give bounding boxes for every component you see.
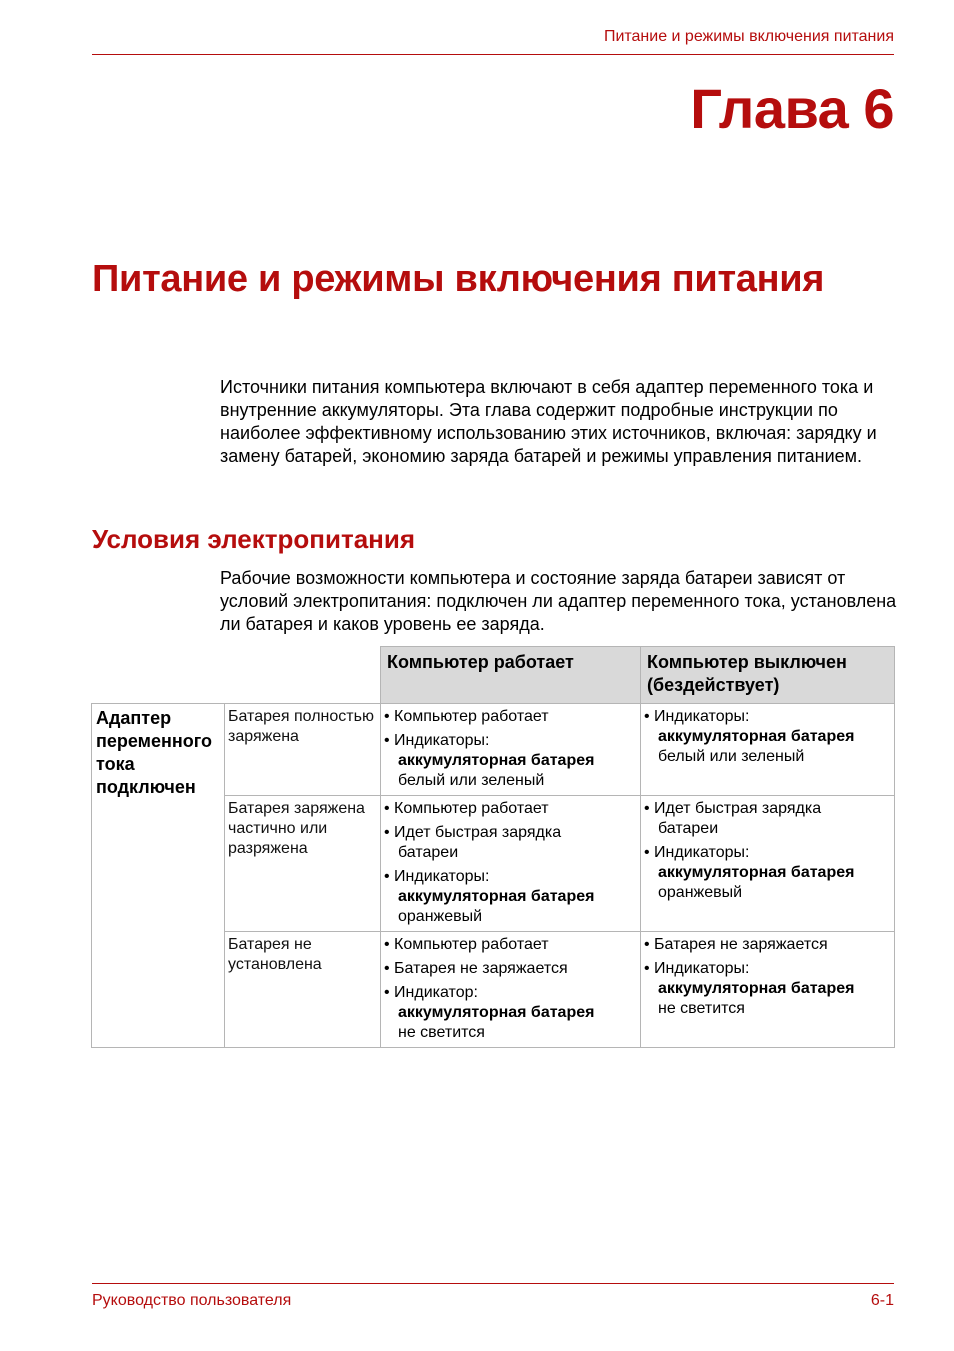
indicator-name: аккумуляторная батарея <box>398 888 595 905</box>
computer-on-cell <box>381 796 641 932</box>
item-text: Идет быстрая зарядка <box>394 824 562 841</box>
intro-paragraph: Источники питания компьютера включают в себя адаптер переменного тока и внутренние аккумуляторы. Эта глава содержит подробные инструкции по наиболее эффективному использованию этих источников, включая: зарядку и замену батарей, экономию заряда батарей и режимы управления питанием. <box>220 377 877 466</box>
indicator-state: не светится <box>398 1024 485 1041</box>
item-text: Индикаторы: <box>654 844 750 861</box>
conditions-paragraph: Рабочие возможности компьютера и состояние заряда батареи зависят от условий электропитания: подключен ли адаптер переменного тока, установлена ли батарея и каков уровень ее заряда. <box>220 568 897 634</box>
indicator-name: аккумуляторная батарея <box>398 752 595 769</box>
computer-on-cell <box>381 704 641 796</box>
chapter-title: Глава 6 <box>690 77 894 140</box>
column-header-off: Компьютер выключен (бездействует) <box>641 647 895 704</box>
item-text: Компьютер работает <box>394 708 549 725</box>
power-conditions-table <box>91 646 895 1048</box>
table-corner <box>92 647 381 704</box>
list-item: • Компьютер работает <box>384 708 549 725</box>
battery-state-cell: Батарея не установлена <box>225 932 381 1048</box>
list-item: • Индикаторы: аккумуляторная батарея белый или зеленый <box>644 707 891 767</box>
list-item: • Индикаторы: аккумуляторная батарея не светится <box>644 959 891 1019</box>
column-header-on: Компьютер работает <box>381 647 641 704</box>
item-text: Индикатор: <box>394 984 478 1001</box>
battery-state-cell: Батарея заряжена частично или разряжена <box>225 796 381 932</box>
list-item: • Компьютер работает <box>384 800 549 817</box>
item-text: Индикаторы: <box>394 868 490 885</box>
item-text: Индикаторы: <box>394 732 490 749</box>
list-item: • Индикатор: аккумуляторная батарея не светится <box>384 983 637 1043</box>
list-item: • Индикаторы: аккумуляторная батарея белый или зеленый <box>384 731 637 791</box>
item-text: Батарея не заряжается <box>654 936 828 953</box>
indicator-state: не светится <box>658 1000 745 1017</box>
item-text: Батарея не заряжается <box>394 960 568 977</box>
item-continuation: батареи <box>398 844 459 861</box>
header-divider <box>92 54 894 55</box>
indicator-name: аккумуляторная батарея <box>658 864 855 881</box>
computer-off-cell <box>641 932 895 1048</box>
item-text: Идет быстрая зарядка <box>654 800 822 817</box>
item-text: Компьютер работает <box>394 936 549 953</box>
computer-on-cell <box>381 932 641 1048</box>
indicator-state: оранжевый <box>658 884 743 901</box>
subsection-title: Условия электропитания <box>92 524 416 554</box>
list-item: • Индикаторы: аккумуляторная батарея оранжевый <box>644 843 891 903</box>
battery-state-cell: Батарея полностью заряжена <box>225 704 381 796</box>
indicator-name: аккумуляторная батарея <box>658 980 855 997</box>
item-continuation: батареи <box>658 820 719 837</box>
section-title: Питание и режимы включения питания <box>92 258 825 300</box>
table-header-row <box>92 647 895 704</box>
indicator-state: белый или зеленый <box>658 748 805 765</box>
indicator-state: белый или зеленый <box>398 772 545 789</box>
list-item: • Индикаторы: аккумуляторная батарея оранжевый <box>384 867 637 927</box>
page-number: 6-1 <box>870 1292 894 1309</box>
list-item: • Компьютер работает <box>384 936 549 953</box>
item-text: Индикаторы: <box>654 708 750 725</box>
item-text: Компьютер работает <box>394 800 549 817</box>
table-row <box>92 704 895 796</box>
footer-manual-title: Руководство пользователя <box>92 1292 292 1309</box>
computer-off-cell <box>641 704 895 796</box>
list-item: • Идет быстрая зарядка батареи <box>644 799 891 839</box>
list-item: • Батарея не заряжается <box>384 960 568 977</box>
computer-off-cell <box>641 796 895 932</box>
running-header: Питание и режимы включения питания <box>603 28 894 45</box>
list-item: • Батарея не заряжается <box>644 936 828 953</box>
indicator-state: оранжевый <box>398 908 483 925</box>
item-text: Индикаторы: <box>654 960 750 977</box>
indicator-name: аккумуляторная батарея <box>658 728 855 745</box>
indicator-name: аккумуляторная батарея <box>398 1004 595 1021</box>
footer-divider <box>92 1283 894 1284</box>
row-group-header: Адаптер переменного тока подключен <box>92 704 225 1048</box>
list-item: • Идет быстрая зарядка батареи <box>384 823 637 863</box>
